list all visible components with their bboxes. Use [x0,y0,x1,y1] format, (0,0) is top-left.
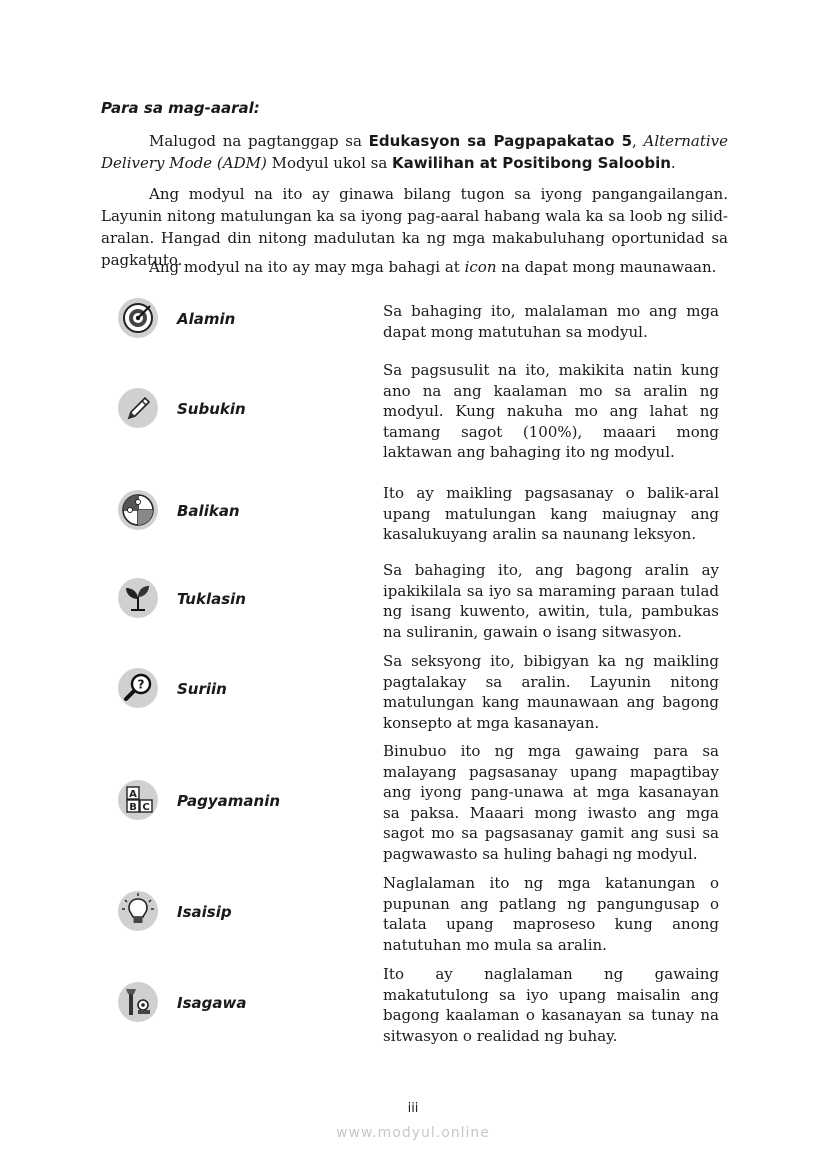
section-desc-subukin: Sa pagsusulit na ito, makikita natin kung ano na ang kaalaman mo sa aralin ng modyul. Kung nakuha mo ang lahat ng tamang sagot (100%), maaari mong laktawan ang bahaging ito ng modyul. [383,361,719,462]
svg-text:B: B [129,802,137,813]
section-label-alamin: Alamin [177,310,236,328]
section-desc-isagawa: Ito ay naglalaman ng gawaing makatutulong sa iyo upang maisalin ang bagong kaalaman o kasanayan sa tunay na sitwasyon o realidad ng buhay. [383,965,719,1045]
section-desc-suriin: Sa seksyong ito, bibigyan ka ng maikling pagtalakay sa aralin. Layunin nitong matulungan kang maunawaan ang bagong konsepto at mga kasanayan. [383,652,719,732]
abc-blocks-icon [117,779,159,821]
section-desc-pagyamanin: Binubuo ito ng mga gawaing para sa malayang pagsasanay upang mapagtibay ang iyong pang-unawa at mga kasanayan sa paksa. Maaari mong iwasto ang mga sagot mo sa pagsasanay gamit ang susi sa pagwawasto sa huling bahagi ng modyul. [383,742,719,863]
section-label-tuklasin: Tuklasin [177,590,246,608]
page-number: iii [407,1101,419,1116]
page-heading: Para sa mag-aaral: [101,99,260,117]
lightbulb-icon [117,890,159,932]
section-desc-tuklasin: Sa bahaging ito, ang bagong aralin ay ipakikilala sa iyo sa maraming paraan tulad ng isang kuwento, awitin, tula, pambukas na suliranin, gawain o isang sitwasyon. [383,561,719,641]
target-icon [117,297,159,339]
puzzle-icon [117,489,159,531]
intro-paragraph-3: Ang modyul na ito ay may mga bahagi at icon na dapat mong maunawaan. [149,258,717,276]
watermark-text: www.modyul.online [336,1125,490,1141]
section-label-pagyamanin: Pagyamanin [177,792,281,810]
svg-text:A: A [129,789,137,800]
section-label-isaisip: Isaisip [177,903,232,921]
section-desc-alamin: Sa bahaging ito, malalaman mo ang mga dapat mong matutuhan sa modyul. [383,302,719,341]
tools-icon [117,981,159,1023]
section-label-balikan: Balikan [177,502,240,520]
section-label-isagawa: Isagawa [177,994,247,1012]
section-desc-isaisip: Naglalaman ito ng mga katanungan o pupunan ang patlang ng pangungusap o talata upang maproseso kung anong natutuhan mo mula sa aralin. [383,874,719,954]
svg-text:C: C [142,802,150,813]
section-desc-balikan: Ito ay maikling pagsasanay o balik-aral upang matulungan kang maiugnay ang kasalukuyang aralin sa naunang leksyon. [383,484,719,544]
intro-paragraph-2: Ang modyul na ito ay ginawa bilang tugon sa iyong pangangailangan. Layunin nitong matulungan ka sa iyong pag-aaral habang wala ka sa loob ng silid-aralan. Hangad din nitong madulutan ka ng mga makabuluhang oportunidad sa pagkatuto. [101,185,728,269]
svg-text:?: ? [137,677,145,692]
magnifier-question-icon [117,667,159,709]
section-label-subukin: Subukin [177,400,246,418]
section-label-suriin: Suriin [177,680,227,698]
pencil-icon [117,387,159,429]
intro-paragraph-1: Malugod na pagtanggap sa Edukasyon sa Pagpapakatao 5, Alternative Delivery Mode (ADM) Modyul ukol sa Kawilihan at Positibong Saloobin. [101,132,729,172]
sprout-icon [117,577,159,619]
